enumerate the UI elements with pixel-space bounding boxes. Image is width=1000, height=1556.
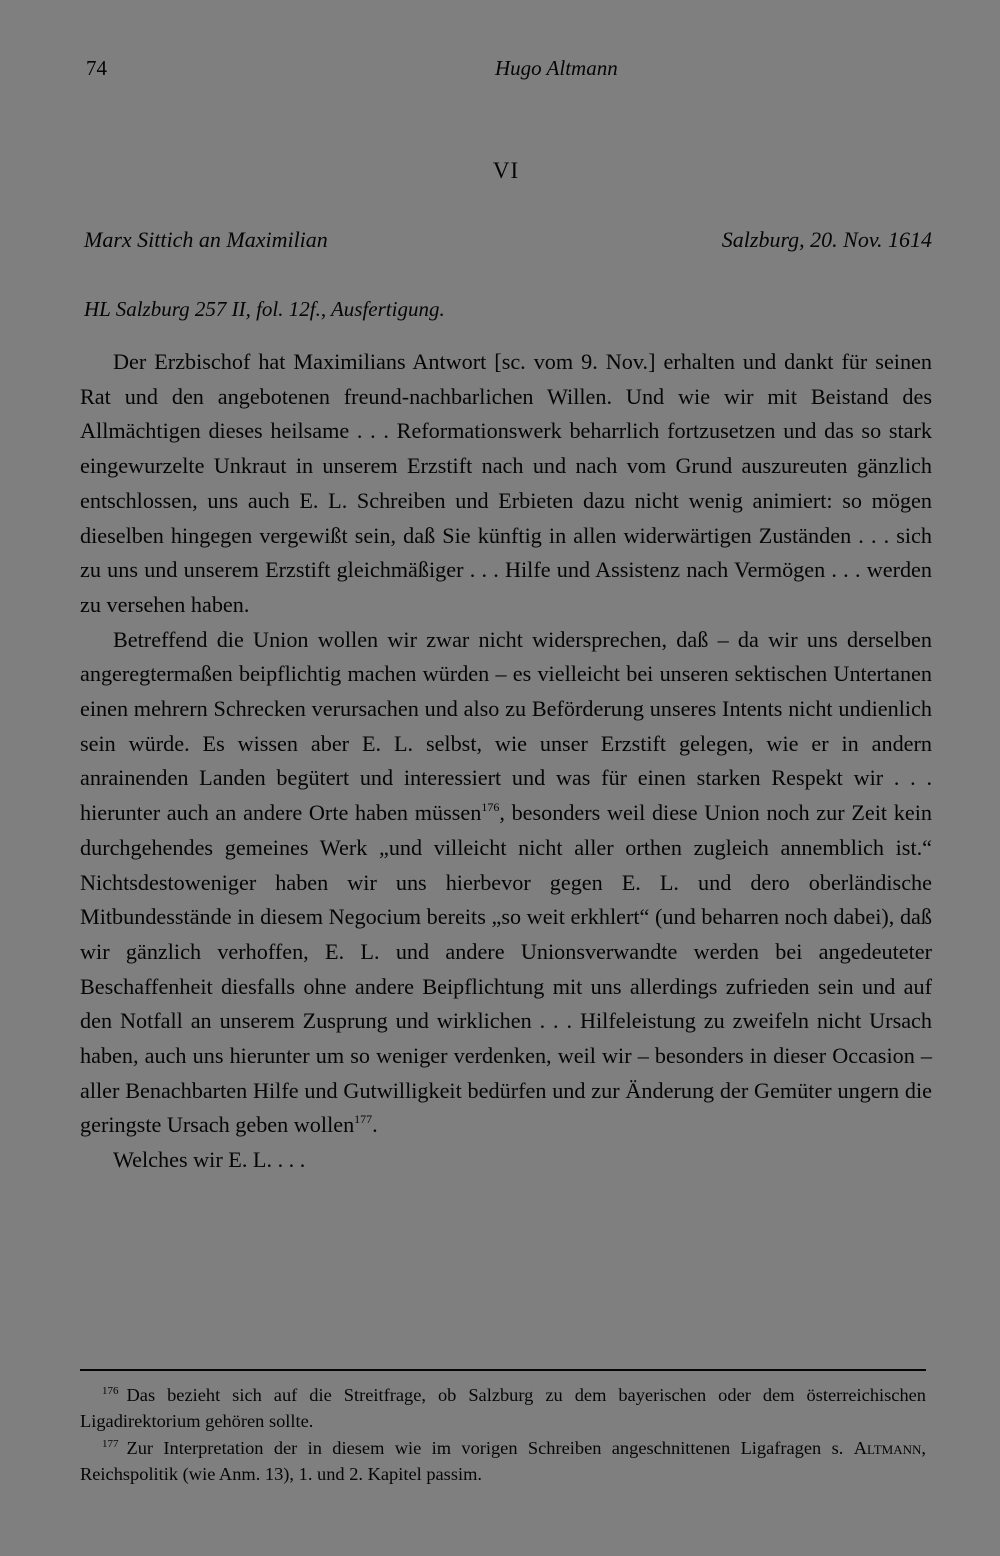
paragraph-summary-text: Der Erzbischof hat Maximilians Antwort [sc. vom 9. Nov.] erhalten und dankt für seinen Rat und den angebotenen freund-nachbarlichen Willen. Und wie wir mit Beistand des Allmächtigen dieses heilsame . . . Reformationswerk beharrlich fortzusetzen und das so stark eingewurzelte Unkraut in unserem Erzstift nach und nach vom Grund auszureuten gänzlich entschlossen, uns auch E. L. Schreiben und Erbieten dazu nicht wenig animiert: so mögen dieselben hingegen vergewißt sein, daß Sie künftig in allen widerwärtigen Zuständen . . . sich zu uns und unserem Erzstift gleichmäßiger . . . Hilfe und Assistenz nach Vermögen . . . werden zu versehen haben. [80, 349, 932, 617]
footnote-ref-176[interactable]: 176 [481, 800, 500, 815]
paragraph-union-text-b: , besonders weil diese Union noch zur Zeit kein durchgehendes gemeines Werk „und villeicht nicht aller orthen zugleich annemblich ist.“ Nichtsdestoweniger haben wir uns hierbevor gegen E. L. und dero oberländische Mitbundesstände in diesem Negocium bereits „so weit erkhlert“ (und beharren noch dabei), daß wir gänzlich verhoffen, E. L. und andere Unionsverwandte werden bei angedeuteter Beschaffenheit diesfalls ohne andere Beipflichtung mit uns allerdings zufrieden sein und auf den Notfall an unserem Zusprung und wirklichen . . . Hilfeleistung zu zweifeln nicht Ursach haben, auch uns hierunter um so weniger verdenken, weil wir – besonders in dieser Occasion – aller Benachbarten Hilfe und Gutwilligkeit bedürfen und zur Änderung der Gemüter ungern die geringste Ursach geben wollen [80, 800, 932, 1138]
footnote-text-176: Das bezieht sich auf die Streitfrage, ob Salzburg zu dem bayerischen oder dem österreichischen Ligadirektorium gehören sollte. [80, 1385, 926, 1432]
footnote-text-177-a: Zur Interpretation der in diesem wie im vorigen Schreiben angeschnittenen Ligafragen s. [126, 1437, 854, 1458]
letter-place-date: Salzburg, 20. Nov. 1614 [721, 227, 932, 252]
footnote-mark-176: 176 [102, 1385, 119, 1397]
paragraph-union-end: . [372, 1112, 378, 1138]
running-title: Hugo Altmann [495, 56, 618, 80]
letter-body [80, 345, 932, 1178]
paragraph-summary [80, 345, 932, 623]
paragraph-closing [80, 1143, 932, 1178]
page-number: 74 [86, 56, 107, 80]
paragraph-union-text-a: Betreffend die Union wollen wir zwar nicht widersprechen, daß – da wir uns derselben angeregtermaßen beipflichtig machen würden – es vielleicht bei unseren sektischen Untertanen einen mehrern Schrecken verursachen und also zu Beförderung unseres Intents nicht undienlich sein würde. Es wissen aber E. L. selbst, wie unser Erzstift gelegen, wie er in andern anrainenden Landen begütert und interessiert und was für einen starken Respekt wir . . . hierunter auch an andere Orte haben müssen [80, 626, 932, 826]
footnote-177 [80, 1435, 926, 1488]
paragraph-union [80, 623, 932, 1144]
footnotes [80, 1382, 926, 1488]
letter-sender: Marx Sittich an Maximilian [84, 227, 328, 252]
footnote-text-177-b: , Reichspolitik (wie Anm. 13), 1. und 2. Kapitel passim. [80, 1437, 926, 1485]
section-number: VI [492, 158, 520, 183]
footnote-ref-177[interactable]: 177 [354, 1112, 373, 1127]
paragraph-closing-text: Welches wir E. L. . . . [113, 1147, 306, 1173]
footnote-mark-177: 177 [102, 1437, 119, 1450]
book-page [80, 0, 932, 1556]
footnote-rule [80, 1369, 926, 1371]
footnote-author: Altmann [853, 1437, 922, 1458]
archival-source: HL Salzburg 257 II, fol. 12f., Ausfertigung. [84, 297, 445, 321]
footnote-176 [80, 1382, 926, 1435]
running-head [80, 56, 932, 86]
